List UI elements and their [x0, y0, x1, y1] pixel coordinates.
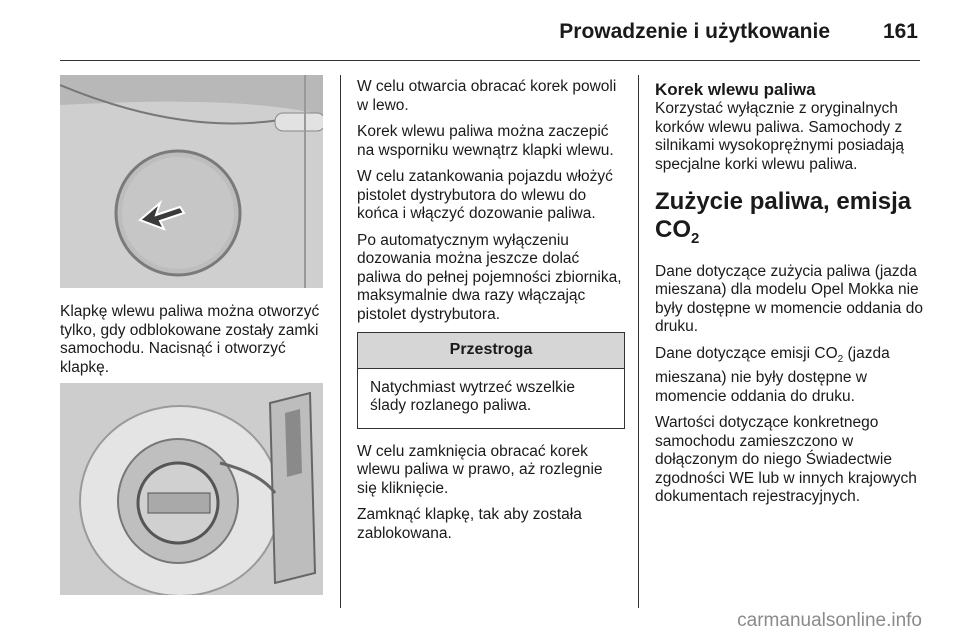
watermark: carmanualsonline.info	[737, 610, 922, 631]
column-divider-2	[638, 75, 639, 608]
paragraph: Dane dotyczące emisji $CO_2$ (jazda mieszana) nie były dostępne w momencie oddania do druku.	[655, 344, 890, 405]
paragraph: Zamknąć klapkę, tak aby została zablokowana.	[357, 506, 582, 542]
caution-box	[357, 332, 625, 429]
header-rule	[60, 60, 920, 61]
fuel-cap-open-illustration	[60, 383, 323, 595]
column-divider-1	[340, 75, 341, 608]
page-title: Prowadzenie i użytkowanie	[559, 20, 830, 43]
caution-title: Przestroga	[358, 333, 624, 369]
page-header	[60, 0, 920, 60]
paragraph: Korzystać wyłącznie z oryginalnych korków wlewu paliwa. Samochody z silnikami wysokoprężnymi posiadają specjalne korki wlewu paliwa.	[655, 100, 904, 173]
section-heading-fuel-cap: Korek wlewu paliwa	[655, 80, 816, 99]
left-column-text	[60, 303, 328, 385]
paragraph: Po automatycznym wyłączeniu dozowania można jeszcze dolać paliwa do pełnej pojemności zbiornika, maksymalnie dwa razy włączając pistolet dystrybutora.	[357, 231, 622, 323]
fuel-flap-paragraph: Klapkę wlewu paliwa można otworzyć tylko, gdy odblokowane zostały zamki samochodu. Nacisnąć i otworzyć klapkę.	[60, 303, 320, 376]
paragraph: Wartości dotyczące konkretnego samochodu zamieszczono w dołączonym do niego Świadectwie zgodności WE lub w innych krajowych dokumentach rejestracyjnych.	[655, 414, 917, 506]
middle-column-text	[357, 78, 625, 551]
fuel-flap-closed-illustration	[60, 75, 323, 288]
paragraph: W celu zamknięcia obracać korek wlewu paliwa w prawo, aż rozlegnie się kliknięcie.	[357, 442, 603, 497]
caution-text: Natychmiast wytrzeć wszelkie ślady rozlanego paliwa.	[370, 378, 575, 414]
paragraph: W celu otwarcia obracać korek powoli w lewo.	[357, 78, 617, 114]
right-column-text	[655, 80, 923, 515]
paragraph: Korek wlewu paliwa można zaczepić na wsporniku wewnątrz klapki wlewu.	[357, 123, 614, 159]
paragraph: Dane dotyczące zużycia paliwa (jazda mieszana) dla modelu Opel Mokka nie były dostępne w momencie oddania do druku.	[655, 262, 923, 336]
section-heading-fuel-consumption: Zużycie paliwa, emisja $CO_2$	[655, 188, 912, 247]
paragraph: W celu zatankowania pojazdu włożyć pistolet dystrybutora do wlewu do końca i włączyć dozowanie paliwa.	[357, 168, 613, 222]
page-number: 161	[882, 20, 918, 43]
